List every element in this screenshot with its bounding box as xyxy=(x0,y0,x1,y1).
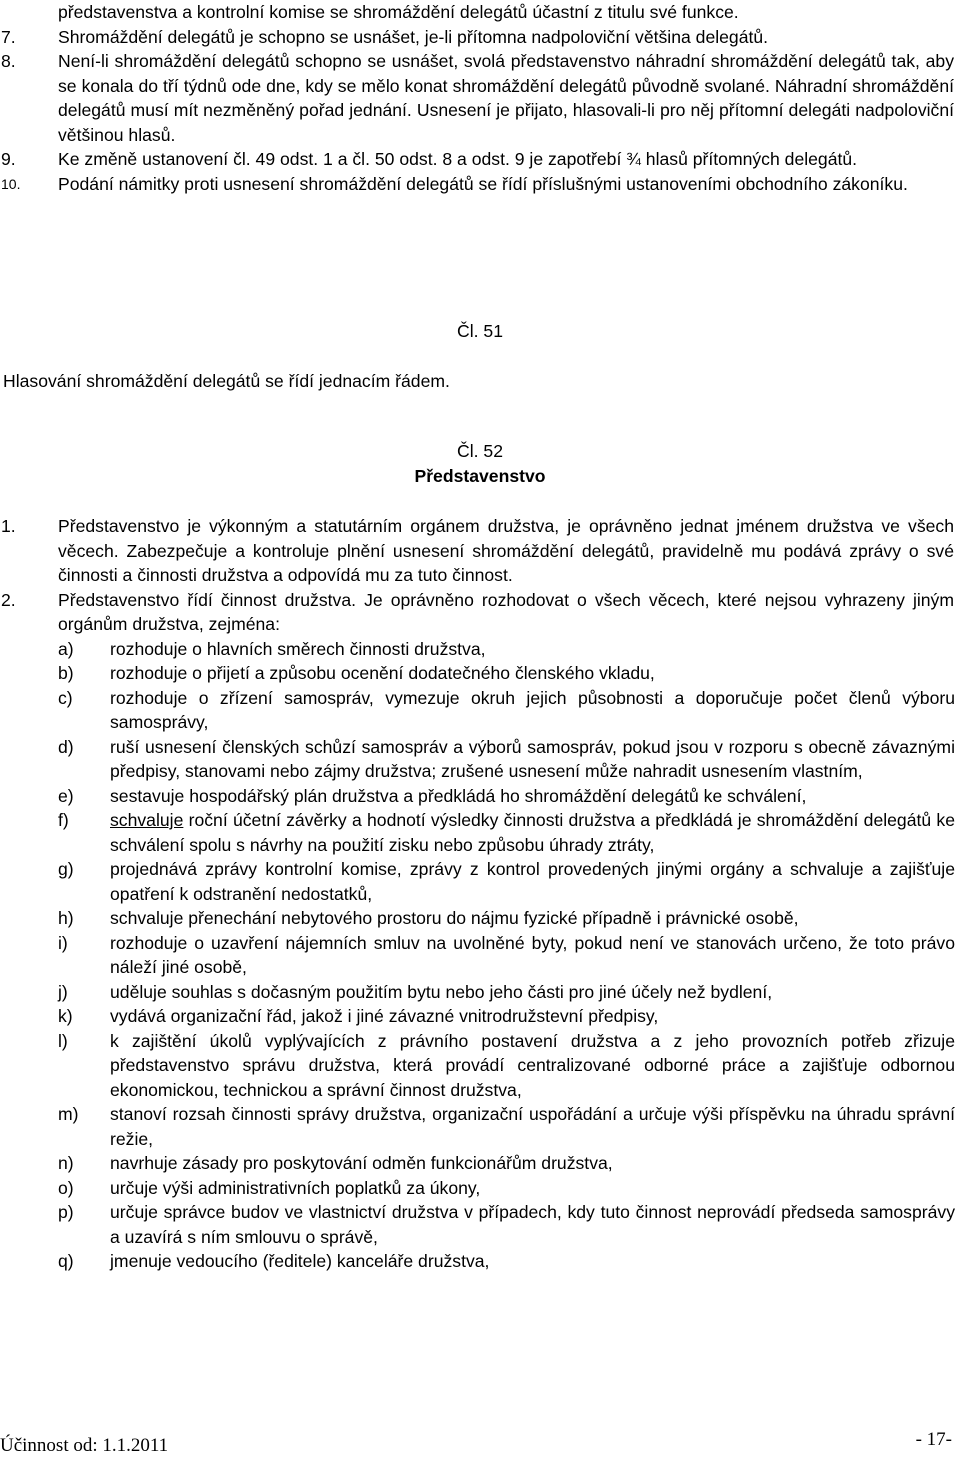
effective-date-footer: Účinnost od: 1.1.2011 xyxy=(0,1435,169,1456)
sub-item-letter: f) xyxy=(58,810,69,830)
sub-list-item xyxy=(0,686,960,735)
item-number xyxy=(0,0,58,25)
sub-list-item xyxy=(0,980,960,1005)
list-item xyxy=(0,147,960,172)
sub-item-letter: p) xyxy=(58,1202,74,1222)
article-52-title: Představenstvo xyxy=(414,466,546,486)
item-number: 1. xyxy=(1,516,16,536)
sub-list-item xyxy=(0,784,960,809)
item-text: Představenstvo je výkonným a statutárním orgánem družstva, je oprávněno jednat jménem družstva ve všech věcech. Zabezpečuje a kontroluje plnění usnesení shromáždění delegátů, pravidelně mu podává zprávy o své činnosti a činnosti družstva a odpovídá mu za tuto činnost. xyxy=(58,516,954,585)
sub-item-letter: b) xyxy=(58,663,74,683)
sub-item-text: určuje správce budov ve vlastnictví družstva v případech, kdy tuto činnost neprovádí předseda samosprávy a uzavírá s ním smlouvu o správě, xyxy=(110,1202,955,1247)
underlined-word: schvaluje xyxy=(110,810,184,830)
sub-list-item xyxy=(0,637,960,662)
sub-item-text: navrhuje zásady pro poskytování odměn funkcionářům družstva, xyxy=(110,1153,613,1173)
sub-item-letter: o) xyxy=(58,1177,74,1198)
sub-item-text: vydává organizační řád, jakož i jiné závazné vnitrodružstevní předpisy, xyxy=(110,1006,659,1026)
sub-list-item xyxy=(0,1176,960,1201)
sub-list-item xyxy=(0,808,960,857)
sub-item-text: projednává zprávy kontrolní komise, zprávy z kontrol provedených jinými orgány a schvaluje a zajišťuje opatření k odstranění nedostatků, xyxy=(110,859,955,904)
sub-item-letter: a) xyxy=(58,638,74,659)
list-item xyxy=(0,25,960,50)
sub-item-text: uděluje souhlas s dočasným použitím bytu nebo jeho části pro jiné účely než bydlení, xyxy=(110,981,773,1002)
list-item xyxy=(0,49,960,147)
article-51-heading: Čl. 51 xyxy=(457,321,503,341)
item-text: Ke změně ustanovení čl. 49 odst. 1 a čl. 50 odst. 8 a odst. 9 je zapotřebí ¾ hlasů přítomných delegátů. xyxy=(58,149,858,169)
item-number: 8. xyxy=(1,51,16,71)
sub-item-text: určuje výši administrativních poplatků za úkony, xyxy=(110,1177,481,1198)
list-item xyxy=(0,0,960,25)
sub-item-text: rozhoduje o hlavních směrech činnosti družstva, xyxy=(110,638,486,659)
list-item xyxy=(0,172,960,197)
sub-item-text: jmenuje vedoucího (ředitele) kanceláře družstva, xyxy=(110,1251,490,1271)
sub-item-text: stanoví rozsah činnosti správy družstva, organizační uspořádání a určuje výši příspěvku na úhradu správní režie, xyxy=(110,1104,955,1149)
sub-list-item xyxy=(0,931,960,980)
sub-item-letter: c) xyxy=(58,687,73,708)
item-number: 2. xyxy=(1,589,16,610)
article-52-heading: Čl. 52 xyxy=(457,441,503,461)
sub-list-item xyxy=(0,661,960,686)
sub-item-letter: l) xyxy=(58,1030,68,1051)
item-text: Podání námitky proti usnesení shromáždění delegátů se řídí příslušnými ustanoveními obchodního zákoníku. xyxy=(58,173,908,194)
top-section xyxy=(0,0,960,196)
article-51-text: Hlasování shromáždění delegátů se řídí jednacím řádem. xyxy=(3,371,450,391)
sub-item-text: rozhoduje o zřízení samospráv, vymezuje okruh jejich působnosti a doporučuje počet členů výboru samosprávy, xyxy=(110,687,955,732)
sub-list-item xyxy=(0,906,960,931)
list-item xyxy=(0,588,960,637)
list-item xyxy=(0,514,960,588)
sub-item-text: rozhoduje o přijetí a způsobu ocenění dodatečného členského vkladu, xyxy=(110,663,655,683)
item-text: Není-li shromáždění delegátů schopno se usnášet, svolá představenstvo náhradní shromáždění delegátů tak, aby se konala do tří týdnů ode dne, kdy se mělo konat shromáždění delegátů původně svolané. Náhradní shromáždění delegátů musí mít nezměněný pořad jednání. Usnesení je přijato, hlasovali-li pro něj přítomní delegáti nadpoloviční většinou hlasů. xyxy=(58,51,954,145)
sub-item-text: sestavuje hospodářský plán družstva a předkládá ho shromáždění delegátů ke schválení, xyxy=(110,785,807,806)
sub-item-letter: g) xyxy=(58,859,74,879)
sub-list-item xyxy=(0,1249,960,1274)
item-number: 9. xyxy=(1,149,16,169)
sub-list-item xyxy=(0,735,960,784)
item-text: představenstva a kontrolní komise se shromáždění delegátů účastní z titulu své funkce. xyxy=(58,2,739,22)
sub-item-text: schvaluje přenechání nebytového prostoru do nájmu fyzické případně i právnické osobě, xyxy=(110,908,799,928)
sub-item-letter: h) xyxy=(58,908,74,928)
sub-item-text xyxy=(110,808,955,857)
sub-list-item xyxy=(0,1004,960,1029)
item-number: 7. xyxy=(1,26,16,47)
sub-item-letter: j) xyxy=(58,981,68,1002)
sub-item-letter: q) xyxy=(58,1251,74,1271)
item-text: Představenstvo řídí činnost družstva. Je oprávněno rozhodovat o všech věcech, které nejsou vyhrazeny jiným orgánům družstva, zejména: xyxy=(58,589,954,634)
sub-item-letter: d) xyxy=(58,736,74,757)
sub-list-item xyxy=(0,857,960,906)
sub-item-text: k zajištění úkolů vyplývajících z právního postavení družstva a z jeho provozních potřeb zřizuje představenstvo správu družstva, která provádí centralizované odborné práce a zajišťuje odbornou ekonomickou, technickou a správní činnost družstva, xyxy=(110,1030,955,1100)
sub-item-letter: n) xyxy=(58,1153,74,1173)
page-number: - 17- xyxy=(915,1429,952,1450)
sub-item-letter: k) xyxy=(58,1006,73,1026)
sub-item-letter: m) xyxy=(58,1104,79,1124)
sub-item-text-rest: roční účetní závěrky a hodnotí výsledky činnosti družstva a předkládá je shromáždění delegátů ke schválení spolu s návrhy na použití zisku nebo způsobu úhrady ztráty, xyxy=(110,810,955,855)
item-number: 10. xyxy=(1,175,21,192)
sub-list-item xyxy=(0,1200,960,1249)
sub-list-item xyxy=(0,1102,960,1151)
article-52-body xyxy=(0,514,960,1274)
sub-item-text: rozhoduje o uzavření nájemních smluv na uvolněné byty, pokud není ve stanovách určeno, že toto právo náleží jiné osobě, xyxy=(110,932,955,977)
item-text: Shromáždění delegátů je schopno se usnášet, je-li přítomna nadpoloviční většina delegátů. xyxy=(58,26,769,47)
sub-list-item xyxy=(0,1029,960,1103)
sub-item-letter: i) xyxy=(58,932,68,953)
sub-item-text: ruší usnesení členských schůzí samospráv a výborů samospráv, pokud jsou v rozporu s obecně závaznými předpisy, stanovami nebo zájmy družstva; zrušené usnesení může nahradit usnesením vlastním, xyxy=(110,736,955,781)
sub-item-letter: e) xyxy=(58,785,74,806)
sub-list-item xyxy=(0,1151,960,1176)
